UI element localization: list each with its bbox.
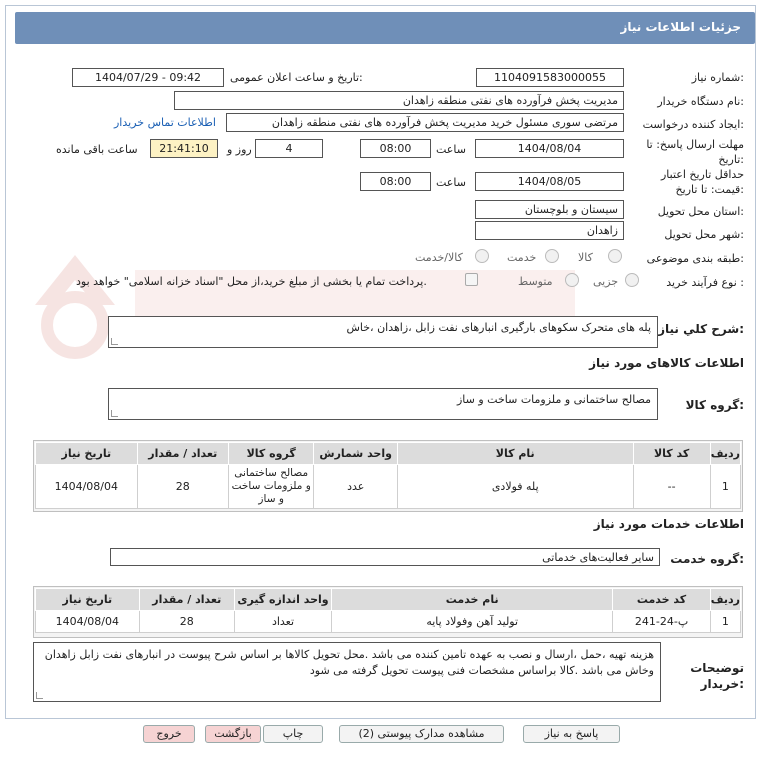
services-section-title: اطلاعات خدمات مورد نیاز: [593, 517, 744, 531]
goods-cell-unit: عدد: [314, 465, 398, 509]
category-option-service: خدمت: [507, 251, 537, 264]
days-label: روز و: [227, 143, 252, 156]
province-field: سیستان و بلوچستان: [475, 200, 624, 219]
treasury-payment-checkbox[interactable]: [465, 273, 478, 286]
validity-time-field: 08:00: [360, 172, 431, 191]
announce-field: 1404/07/29 - 09:42: [72, 68, 224, 87]
services-col-row: ردیف: [710, 589, 740, 611]
creator-label: ایجاد کننده درخواست:: [642, 118, 744, 131]
services-cell-unit: تعداد: [234, 611, 331, 633]
exit-button[interactable]: خروج: [143, 725, 195, 743]
category-radio-goods-service[interactable]: [475, 249, 489, 263]
table-row: [36, 611, 741, 633]
announce-label: تاریخ و ساعت اعلان عمومی:: [230, 71, 363, 84]
services-cell-code: پ-24-241: [613, 611, 711, 633]
deadline-label: مهلت ارسال پاسخ: تا تاریخ:: [646, 138, 744, 166]
services-cell-name: تولید آهن وفولاد پایه: [332, 611, 613, 633]
category-label: طبقه بندی موضوعی:: [646, 252, 744, 265]
buyer-notes-label: توضیحات خریدار:: [690, 661, 744, 691]
goods-col-code: کد کالا: [633, 443, 710, 465]
table-row: [36, 465, 741, 509]
category-radio-goods[interactable]: [608, 249, 622, 263]
print-button[interactable]: چاپ: [263, 725, 323, 743]
view-attachments-button[interactable]: مشاهده مدارک پیوستی (2): [339, 725, 504, 743]
goods-col-qty: تعداد / مقدار: [137, 443, 228, 465]
services-col-date: تاریخ نیاز: [36, 589, 140, 611]
goods-col-name: نام کالا: [397, 443, 633, 465]
remaining-label: ساعت باقی مانده: [56, 143, 138, 156]
province-label: استان محل تحویل:: [657, 205, 744, 218]
services-cell-row: 1: [710, 611, 740, 633]
services-col-qty: تعداد / مقدار: [139, 589, 234, 611]
remaining-time-field: 21:41:10: [150, 139, 218, 158]
buyer-label: نام دستگاه خریدار:: [657, 95, 744, 108]
page-header: [15, 12, 755, 44]
deadline-time-label: ساعت: [436, 143, 466, 156]
resize-grip-icon[interactable]: [111, 410, 118, 417]
process-option-minor: جزیی: [593, 275, 619, 288]
services-col-name: نام خدمت: [332, 589, 613, 611]
services-table: [35, 588, 741, 633]
buyer-contact-link[interactable]: اطلاعات تماس خریدار: [114, 116, 216, 129]
city-label: شهر محل تحویل:: [664, 228, 744, 241]
services-cell-date: 1404/08/04: [36, 611, 140, 633]
goods-group-textarea[interactable]: مصالح ساختمانی و ملزومات ساخت و ساز: [108, 388, 658, 420]
category-radio-service[interactable]: [545, 249, 559, 263]
resize-grip-icon[interactable]: [36, 692, 43, 699]
goods-col-row: ردیف: [710, 443, 740, 465]
goods-cell-row: 1: [710, 465, 740, 509]
back-button[interactable]: بازگشت: [205, 725, 261, 743]
validity-date-field: 1404/08/05: [475, 172, 624, 191]
category-option-goods: کالا: [578, 251, 593, 264]
reply-button[interactable]: پاسخ به نیاز: [523, 725, 620, 743]
process-label: نوع فرآیند خرید :: [666, 276, 744, 289]
goods-col-group: گروه کالا: [228, 443, 314, 465]
validity-time-label: ساعت: [436, 176, 466, 189]
buyer-notes-textarea[interactable]: هزینه تهیه ،حمل ،ارسال و نصب به عهده تامین کننده می باشد .محل تحویل کالاها بر اساس شرح پیوست در انبارهای نفت زابل زاهدان وخاش می باشد .کالا براساس مشخصات فنی پیوست تحویل گرفته می شود: [33, 642, 661, 702]
goods-cell-name: پله فولادی: [397, 465, 633, 509]
goods-cell-date: 1404/08/04: [36, 465, 138, 509]
description-textarea[interactable]: پله های متحرک سکوهای بارگیری انبارهای نفت زابل ،زاهدان ،خاش: [108, 316, 658, 348]
services-cell-qty: 28: [139, 611, 234, 633]
description-label: شرح کلي نياز:: [658, 322, 744, 336]
goods-col-unit: واحد شمارش: [314, 443, 398, 465]
page-title: جزئیات اطلاعات نیاز: [620, 20, 741, 34]
deadline-time-field: 08:00: [360, 139, 431, 158]
need-number-label: شماره نیاز:: [691, 71, 744, 84]
treasury-payment-note: پرداخت تمام یا بخشی از مبلغ خرید،از محل "اسناد خزانه اسلامی" خواهد بود.: [76, 275, 427, 288]
goods-table: [35, 442, 741, 509]
category-option-goods-service: کالا/خدمت: [415, 251, 463, 264]
services-group-label: گروه خدمت:: [670, 552, 744, 566]
validity-label: حداقل تاریخ اعتبار قیمت: تا تاریخ:: [660, 168, 744, 196]
goods-col-date: تاریخ نیاز: [36, 443, 138, 465]
services-col-unit: واحد اندازه گیری: [234, 589, 331, 611]
city-field: زاهدان: [475, 221, 624, 240]
goods-section-title: اطلاعات کالاهای مورد نیاز: [589, 356, 744, 370]
deadline-date-field: 1404/08/04: [475, 139, 624, 158]
goods-cell-group: مصالح ساختمانی و ملزومات ساخت و ساز: [228, 465, 314, 509]
goods-cell-qty: 28: [137, 465, 228, 509]
days-field: 4: [255, 139, 323, 158]
goods-group-label: گروه کالا:: [685, 398, 744, 412]
goods-cell-code: --: [633, 465, 710, 509]
process-radio-medium[interactable]: [565, 273, 579, 287]
process-option-medium: متوسط: [518, 275, 553, 288]
creator-field: مرتضی سوری مسئول خرید مدیریت پخش فرآورده های نفتی منطقه زاهدان: [226, 113, 624, 132]
buyer-field: مدیریت پخش فرآورده های نفتی منطقه زاهدان: [174, 91, 624, 110]
resize-grip-icon[interactable]: [111, 338, 118, 345]
services-group-field: سایر فعالیت‌های خدماتی: [110, 548, 660, 566]
need-number-field: 1104091583000055: [476, 68, 624, 87]
services-col-code: کد خدمت: [613, 589, 711, 611]
process-radio-minor[interactable]: [625, 273, 639, 287]
